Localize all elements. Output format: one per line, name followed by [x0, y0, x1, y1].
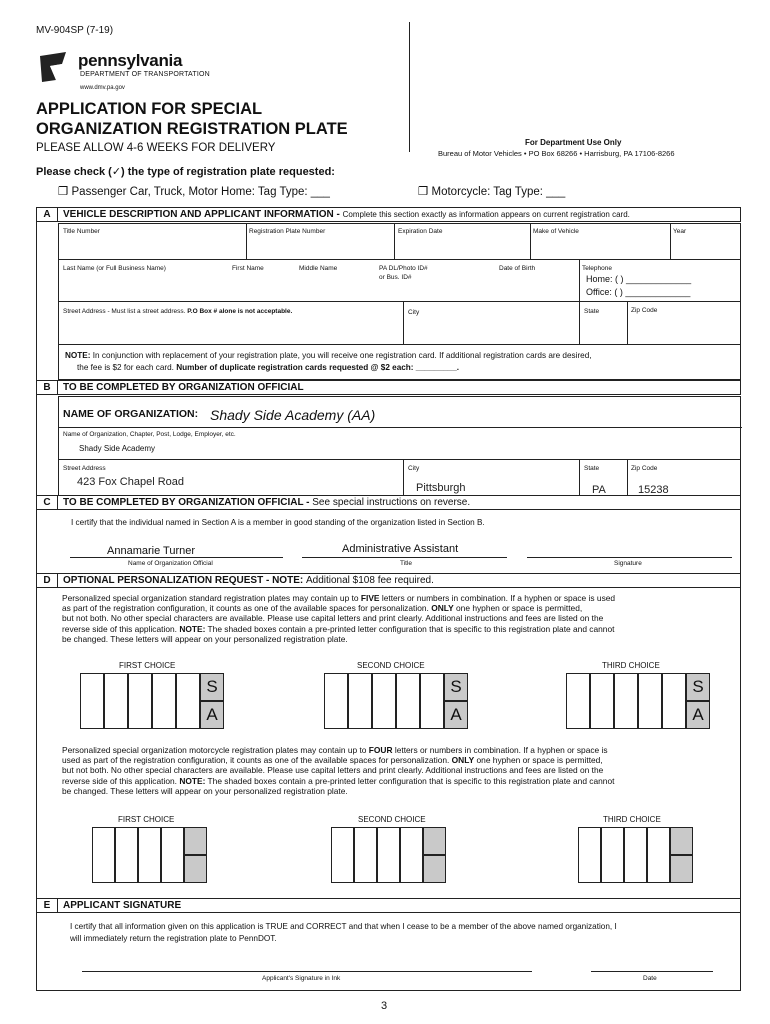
note-row — [58, 344, 741, 380]
form-id: MV-904SP (7-19) — [36, 25, 114, 36]
bus-id-label: or Bus. ID# — [379, 274, 412, 281]
plate-character-box[interactable] — [624, 827, 647, 883]
official-signature-line[interactable] — [527, 557, 732, 558]
org-city-field[interactable]: City Pittsburgh — [404, 460, 580, 495]
section-c-header: C TO BE COMPLETED BY ORGANIZATION OFFICIAL - See special instructions on reverse. — [36, 495, 741, 510]
plate-character-box[interactable] — [80, 673, 104, 729]
section-a-title: VEHICLE DESCRIPTION AND APPLICANT INFORMATION - — [63, 209, 340, 220]
org-state-field[interactable]: State PA — [580, 460, 628, 495]
plate-character-box[interactable] — [324, 673, 348, 729]
office-phone-field[interactable]: Office: ( ) _____________ — [586, 287, 691, 297]
make-field[interactable]: Make of Vehicle — [531, 224, 671, 259]
dept-use-heading: For Department Use Only — [525, 138, 622, 147]
passenger-option[interactable]: ❐ Passenger Car, Truck, Motor Home: Tag Type: ___ — [58, 186, 330, 198]
plate-character-box[interactable] — [400, 827, 423, 883]
plate-character-box[interactable] — [152, 673, 176, 729]
first-name-label: First Name — [232, 265, 264, 272]
street-field[interactable]: Street Address - Must list a street address. P.O Box # alone is not acceptable. — [59, 302, 404, 344]
plate-character-box[interactable] — [331, 827, 354, 883]
preprinted-shaded-box — [184, 855, 207, 883]
plate-character-box[interactable] — [128, 673, 152, 729]
logo-name: pennsylvania — [78, 51, 183, 70]
moto-third-choice-label: THIRD CHOICE — [603, 815, 661, 824]
section-c-certify: I certify that the individual named in Section A is a member in good standing of the organization listed in Section B. — [71, 518, 485, 527]
plate-character-box[interactable] — [348, 673, 372, 729]
preprinted-letter-box: S — [200, 673, 224, 701]
preprinted-shaded-box — [423, 855, 446, 883]
logo-dept: DEPARTMENT OF TRANSPORTATION — [80, 71, 210, 78]
date-line[interactable] — [591, 971, 713, 972]
preprinted-letter-box: A — [686, 701, 710, 729]
official-title-value[interactable]: Administrative Assistant — [342, 543, 459, 555]
preprinted-shaded-box — [184, 827, 207, 855]
city-field[interactable]: City — [404, 302, 580, 344]
section-a-header — [36, 207, 741, 222]
standard-plate-instructions: Personalized special organization standard registration plates may contain up to FIVE letters or numbers in combination. If a hyphen or space is used as part of the registration configuration, it counts as one of the available spaces for personalization. ONLY one hyphen or space is permitted, but not both. No other special characters are available. Please use capital letters and print clearly. Additional instructions and fees are listed on the reverse side of this application. NOTE: The shaded boxes contain a pre-printed letter configuration that is specific to this registration plate and cannot be changed. These letters will appear on your personalized registration plate. — [62, 593, 616, 644]
motorcycle-plate-instructions: Personalized special organization motorcycle registration plates may contain up to FOUR letters or numbers in combination. If a hyphen or space is used as part of the registration configuration, it counts as one of the available spaces for personalization. ONLY one hyphen or space is permitted, but not both. No other special characters are available. Please use capital letters and print clearly. Additional instructions and fees are listed on the reverse side of this application. NOTE: The shaded boxes contain a pre-printed letter configuration that is specific to this registration plate and cannot be changed. These letters will appear on your personalized registration plate. — [62, 745, 615, 796]
section-e-header: E APPLICANT SIGNATURE — [36, 898, 741, 913]
note-duplicate-cards[interactable]: Number of duplicate registration cards requested @ $2 each: _________. — [176, 363, 460, 372]
standard-third-choice-label: THIRD CHOICE — [602, 661, 660, 670]
org-sub-value: Shady Side Academy — [79, 444, 156, 453]
section-a-letter: A — [37, 208, 58, 221]
moto-second-choice-label: SECOND CHOICE — [358, 815, 426, 824]
plate-character-box[interactable] — [662, 673, 686, 729]
plate-character-box[interactable] — [354, 827, 377, 883]
section-a-letter-column — [36, 222, 58, 380]
title-number-field[interactable]: Title Number — [59, 224, 247, 259]
org-zip-field[interactable]: Zip Code 15238 — [631, 465, 669, 496]
preprinted-shaded-box — [670, 855, 693, 883]
dept-use-address: Bureau of Motor Vehicles • PO Box 68266 • Harrisburg, PA 17106-8266 — [438, 149, 675, 158]
plate-character-box[interactable] — [115, 827, 138, 883]
note-text: In conjunction with replacement of your registration plate, you will receive one registration card. If additional registration cards are desired, — [92, 351, 592, 360]
plate-character-box[interactable] — [138, 827, 161, 883]
plate-character-box[interactable] — [614, 673, 638, 729]
zip-field[interactable]: Zip Code — [631, 307, 658, 314]
plate-character-box[interactable] — [647, 827, 670, 883]
plate-character-box[interactable] — [601, 827, 624, 883]
form-title-line1: APPLICATION FOR SPECIAL — [36, 100, 263, 118]
plate-character-box[interactable] — [578, 827, 601, 883]
plate-character-box[interactable] — [566, 673, 590, 729]
section-e-certify-l1: I certify that all information given on this application is TRUE and CORRECT and that when I cease to be a member of the above named organization, I — [70, 922, 617, 931]
note-label: NOTE: — [65, 351, 91, 360]
preprinted-shaded-box — [423, 827, 446, 855]
org-street-field[interactable]: Street Address 423 Fox Chapel Road — [59, 460, 404, 495]
plate-character-box[interactable] — [377, 827, 400, 883]
section-a-title-rest: Complete this section exactly as information appears on current registration card. — [342, 210, 630, 219]
delivery-note: PLEASE ALLOW 4-6 WEEKS FOR DELIVERY — [36, 142, 276, 154]
address-row — [58, 301, 741, 345]
plate-character-box[interactable] — [104, 673, 128, 729]
section-b-letter-column — [36, 395, 58, 496]
middle-name-label: Middle Name — [299, 265, 338, 272]
plate-character-box[interactable] — [420, 673, 444, 729]
standard-second-choice-label: SECOND CHOICE — [357, 661, 425, 670]
motorcycle-option[interactable]: ❐ Motorcycle: Tag Type: ___ — [418, 186, 566, 198]
standard-first-choice-label: FIRST CHOICE — [119, 661, 176, 670]
plate-character-box[interactable] — [396, 673, 420, 729]
home-phone-field[interactable]: Home: ( ) _____________ — [586, 274, 692, 284]
org-name-row — [58, 396, 741, 460]
check-prompt: Please check (✓) the type of registration plate requested: — [36, 166, 335, 178]
plate-character-box[interactable] — [590, 673, 614, 729]
expiration-field[interactable]: Expiration Date — [395, 224, 531, 259]
org-name-label: NAME OF ORGANIZATION: — [63, 408, 199, 420]
dob-label: Date of Birth — [499, 265, 536, 272]
official-name-value[interactable]: Annamarie Turner — [107, 545, 196, 557]
plate-character-box[interactable] — [372, 673, 396, 729]
note-line2: the fee is $2 for each card. — [77, 363, 174, 372]
vehicle-row — [58, 223, 741, 260]
keystone-logo-icon — [36, 50, 70, 84]
logo-url[interactable]: www.dmv.pa.gov — [80, 85, 125, 91]
org-name-value[interactable]: Shady Side Academy (AA) — [210, 407, 376, 423]
preprinted-letter-box: S — [444, 673, 468, 701]
section-e-certify-l2: will immediately return the registration plate to PennDOT. — [70, 934, 277, 943]
applicant-row — [58, 259, 741, 302]
org-sub-label: Name of Organization, Chapter, Post, Lodge, Employer, etc. — [63, 431, 236, 438]
header-divider — [409, 22, 410, 152]
form-title-line2: ORGANIZATION REGISTRATION PLATE — [36, 120, 348, 138]
preprinted-letter-box: A — [200, 701, 224, 729]
applicant-signature-line[interactable] — [82, 971, 532, 972]
section-b-header: B TO BE COMPLETED BY ORGANIZATION OFFICIAL — [36, 380, 741, 395]
pa-dl-label: PA DL/Photo ID# — [379, 265, 428, 272]
preprinted-letter-box: A — [444, 701, 468, 729]
year-field[interactable]: Year — [673, 228, 687, 235]
preprinted-letter-box: S — [686, 673, 710, 701]
plate-character-box[interactable] — [638, 673, 662, 729]
plate-character-box[interactable] — [176, 673, 200, 729]
section-d-header: D OPTIONAL PERSONALIZATION REQUEST - NOTE: Additional $108 fee required. — [36, 573, 741, 588]
telephone-label: Telephone — [582, 265, 612, 272]
plate-number-field[interactable]: Registration Plate Number — [247, 224, 395, 259]
page-number: 3 — [381, 1000, 388, 1012]
plate-character-box[interactable] — [161, 827, 184, 883]
org-address-row — [58, 459, 741, 496]
plate-character-box[interactable] — [92, 827, 115, 883]
preprinted-shaded-box — [670, 827, 693, 855]
last-name-label: Last Name (or Full Business Name) — [63, 265, 166, 272]
state-field[interactable]: State — [580, 302, 628, 344]
moto-first-choice-label: FIRST CHOICE — [118, 815, 175, 824]
